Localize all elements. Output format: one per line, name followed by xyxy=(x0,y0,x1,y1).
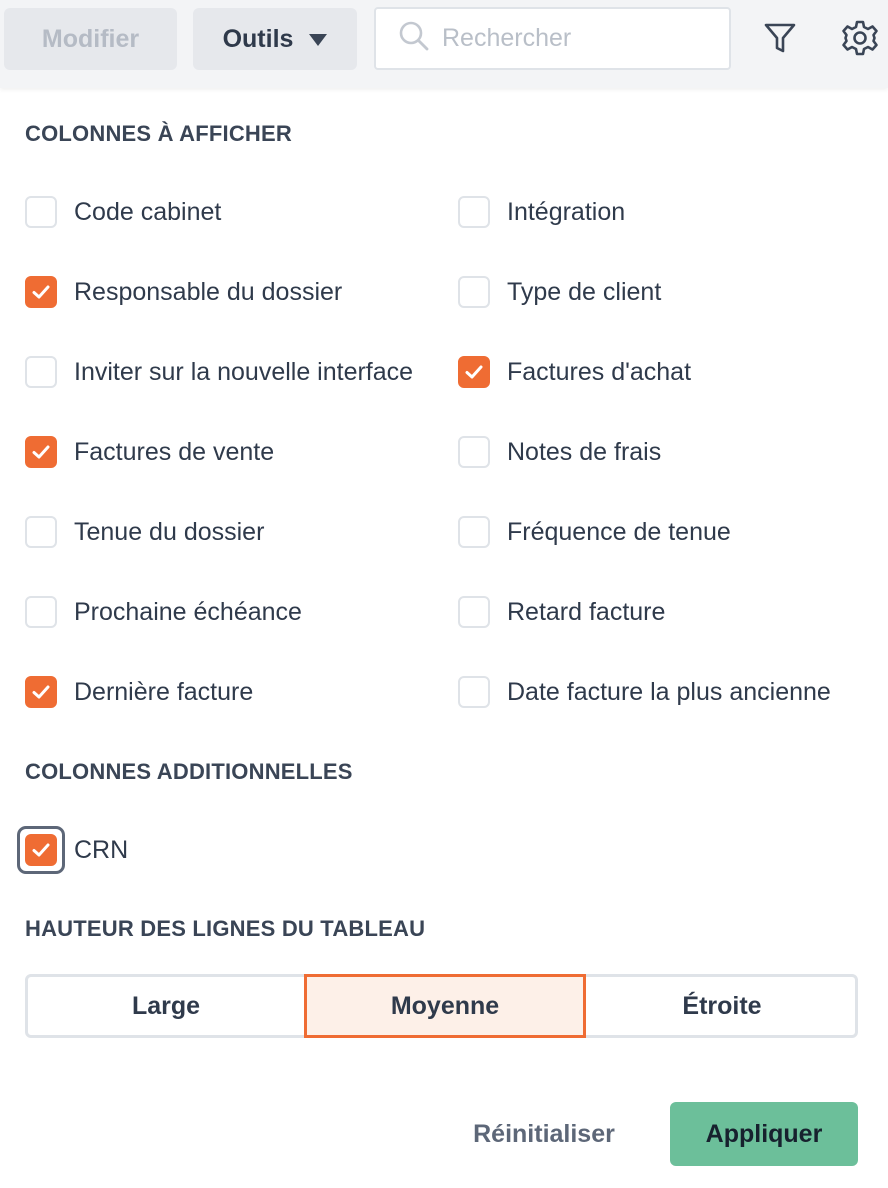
checkbox-checked[interactable] xyxy=(25,436,57,468)
column-option-inviter-sur-la-nouvelle-interface[interactable] xyxy=(25,352,413,392)
caret-down-icon xyxy=(309,34,327,46)
search-box[interactable] xyxy=(374,7,731,70)
column-option-label: Date facture la plus ancienne xyxy=(507,677,831,706)
reset-button[interactable] xyxy=(455,1104,633,1164)
column-option-responsable-du-dossier[interactable] xyxy=(25,272,342,312)
modifier-label: Modifier xyxy=(41,24,140,53)
row-height-large-option[interactable]: Large xyxy=(131,991,201,1020)
column-option-label: Dernière facture xyxy=(74,677,254,706)
column-option-type-de-client[interactable] xyxy=(458,272,661,312)
checkmark-icon xyxy=(30,441,52,463)
checkbox-checked[interactable] xyxy=(25,276,57,308)
outils-dropdown-button[interactable] xyxy=(193,8,357,70)
column-option-factures-de-vente[interactable] xyxy=(25,432,274,472)
reset-label: Réinitialiser xyxy=(473,1119,615,1148)
toolbar xyxy=(0,0,888,88)
outils-label: Outils xyxy=(222,24,294,53)
additional-section-title: COLONNES ADDITIONNELLES xyxy=(25,759,353,784)
column-option-label: Factures d'achat xyxy=(507,357,692,386)
apply-label: Appliquer xyxy=(705,1119,823,1148)
apply-button[interactable] xyxy=(670,1102,858,1166)
column-option-tenue-du-dossier[interactable] xyxy=(25,512,264,552)
column-option-derniere-facture[interactable] xyxy=(25,672,253,712)
checkbox[interactable] xyxy=(458,436,490,468)
column-option-crn[interactable] xyxy=(25,830,128,870)
column-option-label: Intégration xyxy=(507,197,626,226)
checkbox[interactable] xyxy=(458,596,490,628)
search-icon xyxy=(398,20,430,57)
column-option-integration[interactable] xyxy=(458,192,625,232)
checkmark-icon xyxy=(30,281,52,303)
column-option-label: Prochaine échéance xyxy=(74,597,302,626)
checkmark-icon xyxy=(463,361,485,383)
checkbox[interactable] xyxy=(458,196,490,228)
checkbox[interactable] xyxy=(458,516,490,548)
column-option-label: CRN xyxy=(74,835,129,864)
row-height-section-title: HAUTEUR DES LIGNES DU TABLEAU xyxy=(25,916,426,941)
gear-icon[interactable] xyxy=(840,18,880,58)
row-height-moyenne-option[interactable]: Moyenne xyxy=(304,974,586,1038)
column-option-label: Fréquence de tenue xyxy=(507,517,731,546)
row-height-segmented-control xyxy=(25,974,858,1038)
column-option-label: Notes de frais xyxy=(507,437,662,466)
column-option-label: Responsable du dossier xyxy=(74,277,343,306)
checkbox[interactable] xyxy=(458,276,490,308)
row-height-etroite-option[interactable]: Étroite xyxy=(682,991,762,1020)
checkmark-icon xyxy=(30,839,52,861)
checkbox[interactable] xyxy=(458,676,490,708)
column-option-frequence-de-tenue[interactable] xyxy=(458,512,731,552)
column-option-label: Code cabinet xyxy=(74,197,222,226)
column-option-label: Inviter sur la nouvelle interface xyxy=(74,357,414,386)
checkbox[interactable] xyxy=(25,596,57,628)
checkbox[interactable] xyxy=(25,516,57,548)
column-option-label: Retard facture xyxy=(507,597,666,626)
column-option-factures-d-achat[interactable] xyxy=(458,352,691,392)
checkbox-checked[interactable] xyxy=(25,676,57,708)
checkbox[interactable] xyxy=(25,196,57,228)
column-option-retard-facture[interactable] xyxy=(458,592,665,632)
column-option-notes-de-frais[interactable] xyxy=(458,432,661,472)
search-input[interactable] xyxy=(442,24,702,53)
checkbox-checked[interactable] xyxy=(25,834,57,866)
checkbox[interactable] xyxy=(25,356,57,388)
column-option-code-cabinet[interactable] xyxy=(25,192,221,232)
column-option-date-facture-la-plus-ancienne[interactable] xyxy=(458,672,831,712)
column-option-label: Factures de vente xyxy=(74,437,275,466)
column-option-label: Tenue du dossier xyxy=(74,517,265,546)
filter-icon[interactable] xyxy=(760,18,800,58)
modifier-button[interactable] xyxy=(4,8,177,70)
column-option-prochaine-echeance[interactable] xyxy=(25,592,302,632)
checkmark-icon xyxy=(30,681,52,703)
checkbox-checked[interactable] xyxy=(458,356,490,388)
column-option-label: Type de client xyxy=(507,277,662,306)
columns-section-title: COLONNES À AFFICHER xyxy=(25,121,292,146)
